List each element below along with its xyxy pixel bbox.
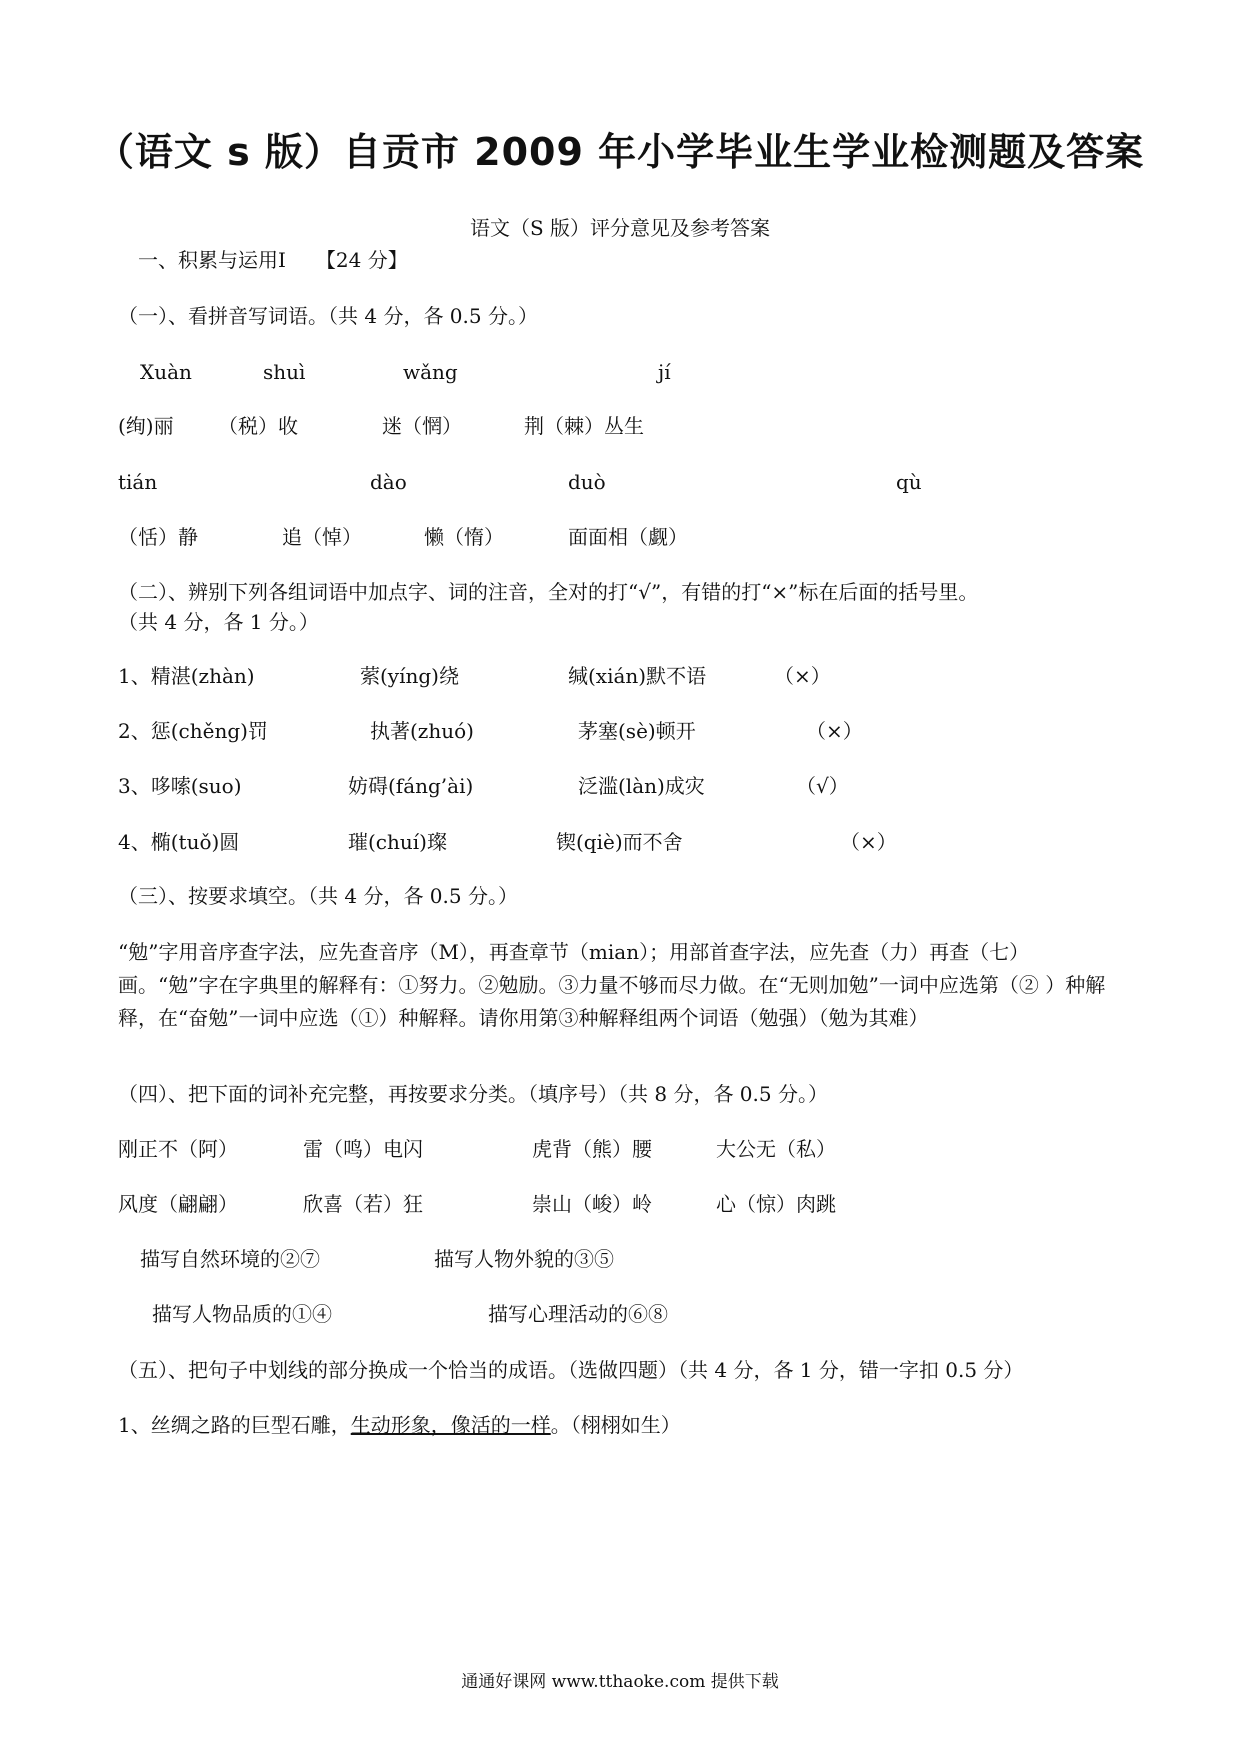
item-word: 3、哆嗦(suo) bbox=[118, 774, 242, 798]
part3-paragraph: “勉”字用音序查字法，应先查音序（M），再查章节（mian）；用部首查字法，应先查（力）再查（七）画。“勉”字在字典里的解释有：①努力。②勉励。③力量不够而尽力做。在“无则加勉”一词中应选第（② ）种解释，在“奋勉”一词中应选（①）种解释。请你用第③种解释组两个词语（勉强）（勉为其难） bbox=[118, 940, 1106, 1030]
item-word: 执著(zhuó) bbox=[370, 719, 474, 743]
idiom: 刚正不（阿） bbox=[118, 1137, 238, 1161]
pinyin: duò bbox=[568, 470, 606, 494]
answer-word: 面面相（觑） bbox=[568, 525, 688, 549]
item-word: 缄(xián)默不语 bbox=[568, 664, 707, 688]
idiom: 心（惊）肉跳 bbox=[716, 1192, 836, 1216]
pinyin: tián bbox=[118, 470, 158, 494]
item-word: 1、精湛(zhàn) bbox=[118, 664, 255, 688]
answer-word: 追（悼） bbox=[282, 525, 362, 549]
item-word: 璀(chuí)璨 bbox=[348, 830, 447, 854]
idiom: 大公无（私） bbox=[716, 1137, 836, 1161]
part4-heading: （四）、把下面的词补充完整，再按要求分类。（填序号）（共 8 分，各 0.5 分。） bbox=[118, 1082, 828, 1106]
pinyin: wǎng bbox=[403, 360, 458, 384]
item-word: 4、椭(tuǒ)圆 bbox=[118, 830, 240, 854]
part3-heading: （三）、按要求填空。（共 4 分，各 0.5 分。） bbox=[118, 884, 518, 908]
pinyin: Xuàn bbox=[140, 360, 192, 384]
part2-heading: （二）、辨别下列各组词语中加点字、词的注音，全对的打“√”，有错的打“×”标在后面的括号里。 bbox=[118, 580, 979, 604]
category: 描写人物品质的①④ bbox=[152, 1302, 332, 1326]
item-word: 泛滥(làn)成灾 bbox=[578, 774, 705, 798]
question-line bbox=[118, 1411, 681, 1439]
page-subtitle: 语文（S 版）评分意见及参考答案 bbox=[469, 216, 771, 240]
idiom: 崇山（峻）岭 bbox=[532, 1192, 652, 1216]
item-mark: （×） bbox=[774, 664, 831, 688]
idiom: 雷（鸣）电闪 bbox=[303, 1137, 423, 1161]
question-answer: 。（栩栩如生） bbox=[550, 1413, 681, 1437]
pinyin: qù bbox=[896, 470, 922, 494]
answer-word: 荆（棘）丛生 bbox=[524, 414, 644, 438]
item-word: 锲(qiè)而不舍 bbox=[556, 830, 683, 854]
category: 描写自然环境的②⑦ bbox=[140, 1247, 320, 1271]
item-mark: （×） bbox=[840, 830, 897, 854]
answer-word: (绚)丽 bbox=[118, 414, 174, 438]
part2-heading-cont: （共 4 分，各 1 分。） bbox=[118, 610, 319, 634]
item-mark: （√） bbox=[796, 774, 849, 798]
item-word: 2、惩(chěng)罚 bbox=[118, 719, 268, 743]
part1-heading: （一）、看拼音写词语。（共 4 分，各 0.5 分。） bbox=[118, 304, 538, 328]
idiom: 虎背（熊）腰 bbox=[532, 1137, 652, 1161]
answer-word: 懒（惰） bbox=[424, 525, 504, 549]
answer-word: 迷（惘） bbox=[382, 414, 462, 438]
category: 描写心理活动的⑥⑧ bbox=[488, 1302, 668, 1326]
section-heading: 一、积累与运用Ⅰ 【24 分】 bbox=[138, 248, 408, 272]
idiom: 风度（翩翩） bbox=[118, 1192, 238, 1216]
underlined-phrase: 生动形象，像活的一样 bbox=[350, 1413, 551, 1437]
category: 描写人物外貌的③⑤ bbox=[434, 1247, 614, 1271]
item-word: 茅塞(sè)顿开 bbox=[578, 719, 696, 743]
idiom: 欣喜（若）狂 bbox=[303, 1192, 423, 1216]
part5-heading: （五）、把句子中划线的部分换成一个恰当的成语。（选做四题）（共 4 分，各 1 分，错一字扣 0.5 分） bbox=[118, 1358, 1024, 1382]
pinyin: dào bbox=[370, 470, 407, 494]
pinyin: shuì bbox=[263, 360, 306, 384]
answer-word: （恬）静 bbox=[118, 525, 198, 549]
item-word: 萦(yíng)绕 bbox=[360, 664, 459, 688]
pinyin: jí bbox=[658, 360, 671, 384]
item-mark: （×） bbox=[806, 719, 863, 743]
question-prefix: 1、丝绸之路的巨型石雕， bbox=[118, 1413, 351, 1437]
page-footer: 通通好课网 www.tthaoke.com 提供下载 bbox=[461, 1672, 779, 1692]
answer-word: （税）收 bbox=[218, 414, 298, 438]
item-word: 妨碍(fáng’ài) bbox=[348, 774, 474, 798]
page-title: （语文 s 版）自贡市 2009 年小学毕业生学业检测题及答案 bbox=[95, 130, 1145, 174]
